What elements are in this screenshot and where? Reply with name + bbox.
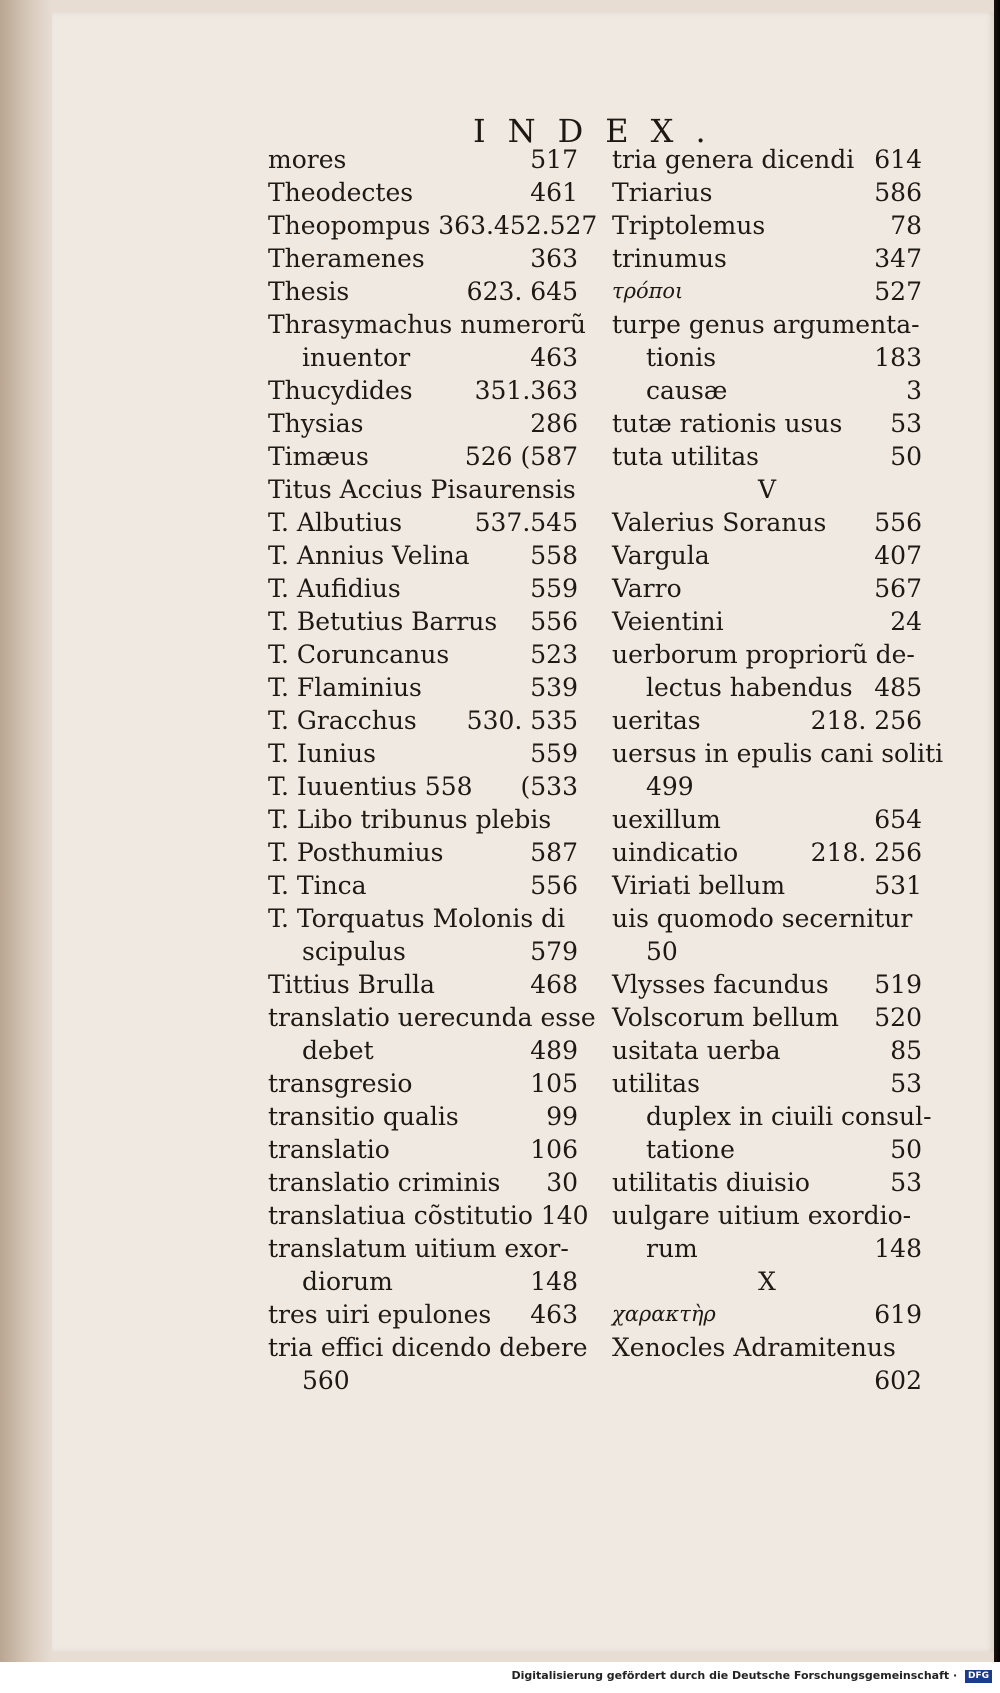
entry-term: 499 xyxy=(646,772,694,801)
entry-term: diorum xyxy=(302,1267,393,1296)
entry-pages: 559 xyxy=(530,739,578,768)
entry-term: T. Flaminius xyxy=(268,673,422,702)
entry-term: debet xyxy=(302,1036,374,1065)
index-entry xyxy=(268,1100,578,1133)
entry-pages: 614 xyxy=(874,145,922,174)
index-entry xyxy=(612,1100,932,1133)
index-entry xyxy=(612,572,922,605)
entry-term: τρόποι xyxy=(612,279,684,303)
index-entry xyxy=(268,869,578,902)
entry-pages: 105 xyxy=(530,1069,578,1098)
entry-term: uindicatio xyxy=(612,838,739,867)
index-entry xyxy=(268,209,598,242)
entry-term: T. Aufidius xyxy=(268,574,401,603)
entry-term: Viriati bellum xyxy=(612,871,786,900)
entry-pages: 526 (587 xyxy=(464,442,578,471)
entry-pages: 78 xyxy=(890,211,922,240)
entry-term: Timæus xyxy=(268,442,369,471)
entry-term: translatio xyxy=(268,1135,390,1164)
entry-pages: 602 xyxy=(874,1366,922,1395)
entry-pages: 3 xyxy=(906,376,922,405)
index-entry xyxy=(268,539,578,572)
entry-term: translatio criminis xyxy=(268,1168,501,1197)
index-entry xyxy=(268,308,586,341)
entry-pages: 148 xyxy=(530,1267,578,1296)
entry-pages: 530. 535 xyxy=(466,706,578,735)
index-entry xyxy=(612,1364,922,1397)
index-entry xyxy=(612,407,922,440)
entry-pages: 586 xyxy=(874,178,922,207)
index-entry xyxy=(268,1001,596,1034)
index-entry xyxy=(268,275,578,308)
index-entry xyxy=(268,803,578,836)
entry-pages: 218. 256 xyxy=(810,838,922,867)
entry-term: T. Coruncanus xyxy=(268,640,450,669)
index-entry xyxy=(268,1133,578,1166)
entry-term: tionis xyxy=(646,343,717,372)
index-entry xyxy=(268,968,578,1001)
index-entry xyxy=(612,902,922,935)
entry-pages: 50 xyxy=(890,442,922,471)
index-entry xyxy=(612,671,922,704)
entry-pages: 523 xyxy=(530,640,578,669)
index-entry xyxy=(268,473,578,506)
entry-term: inuentor xyxy=(302,343,411,372)
index-entry xyxy=(612,209,922,242)
index-entry xyxy=(268,176,578,209)
entry-pages: 485 xyxy=(874,673,922,702)
index-entry xyxy=(612,275,922,308)
index-entry xyxy=(612,1067,922,1100)
index-entry xyxy=(268,407,578,440)
entry-term: uis quomodo secernitur xyxy=(612,904,913,933)
index-entry xyxy=(612,737,944,770)
footer-credit xyxy=(511,1669,992,1683)
entry-pages: 347 xyxy=(874,244,922,273)
entry-pages: 559 xyxy=(530,574,578,603)
dfg-logo: DFG xyxy=(965,1670,992,1683)
entry-term: T. Torquatus Molonis di xyxy=(268,904,566,933)
entry-term: rum xyxy=(646,1234,698,1263)
index-entry xyxy=(268,143,578,176)
entry-term: transgresio xyxy=(268,1069,413,1098)
index-entry xyxy=(612,1034,922,1067)
index-column-right xyxy=(612,143,944,1397)
entry-term: T. Posthumius xyxy=(268,838,444,867)
index-entry xyxy=(612,1001,922,1034)
entry-term: tatione xyxy=(646,1135,735,1164)
entry-term: tres uiri epulones xyxy=(268,1300,492,1329)
index-entry xyxy=(612,1232,922,1265)
entry-term: tuta utilitas xyxy=(612,442,759,471)
index-entry xyxy=(612,506,922,539)
entry-term: translatum uitium exor- xyxy=(268,1234,569,1263)
index-entry xyxy=(612,968,922,1001)
entry-term: 560 xyxy=(302,1366,350,1395)
entry-term: tutæ rationis usus xyxy=(612,409,843,438)
index-entry xyxy=(612,638,922,671)
entry-term: transitio qualis xyxy=(268,1102,459,1131)
page-edge xyxy=(994,0,1000,1662)
index-entry xyxy=(268,671,578,704)
index-entry xyxy=(268,1265,578,1298)
index-entry xyxy=(268,704,578,737)
index-entry xyxy=(268,572,578,605)
entry-pages: 623. 645 xyxy=(466,277,578,306)
index-entry xyxy=(612,605,922,638)
index-entry xyxy=(612,803,922,836)
entry-pages: 286 xyxy=(530,409,578,438)
entry-term: Thesis xyxy=(268,277,350,306)
entry-term: Valerius Soranus xyxy=(612,508,827,537)
index-entry xyxy=(268,935,578,968)
entry-pages: 148 xyxy=(874,1234,922,1263)
index-entry xyxy=(268,737,578,770)
entry-term: Vargula xyxy=(612,541,710,570)
entry-term: translatiua cõstitutio 140 xyxy=(268,1201,589,1230)
entry-pages: 407 xyxy=(874,541,922,570)
entry-term: uulgare uitium exordio- xyxy=(612,1201,912,1230)
entry-term: mores xyxy=(268,145,347,174)
entry-pages: 99 xyxy=(546,1102,578,1131)
entry-pages: 654 xyxy=(874,805,922,834)
index-entry xyxy=(268,1232,578,1265)
entry-term: T. Albutius xyxy=(268,508,403,537)
binding-shadow xyxy=(0,0,52,1662)
entry-term: Thucydides xyxy=(268,376,413,405)
entry-pages: 218. 256 xyxy=(810,706,922,735)
entry-term: uerborum propriorũ de- xyxy=(612,640,915,669)
entry-term: ueritas xyxy=(612,706,701,735)
index-entry xyxy=(612,1199,922,1232)
index-entry xyxy=(612,242,922,275)
entry-term: duplex in ciuili consul- xyxy=(646,1102,932,1131)
entry-pages: 85 xyxy=(890,1036,922,1065)
index-entry xyxy=(612,1298,922,1331)
entry-pages: 468 xyxy=(530,970,578,999)
entry-term: tria genera dicendi xyxy=(612,145,855,174)
entry-term: utilitas xyxy=(612,1069,700,1098)
entry-pages: 463 xyxy=(530,343,578,372)
index-entry xyxy=(268,374,578,407)
entry-pages: 53 xyxy=(890,409,922,438)
entry-term: tria effici dicendo debere xyxy=(268,1333,588,1362)
index-entry xyxy=(268,1034,578,1067)
index-entry xyxy=(612,1166,922,1199)
index-entry xyxy=(612,770,922,803)
entry-term: Triptolemus xyxy=(612,211,766,240)
index-entry xyxy=(612,176,922,209)
section-letter xyxy=(612,473,922,506)
entry-term: Titus Accius Pisaurensis xyxy=(268,475,576,504)
index-entry xyxy=(268,1331,588,1364)
index-entry xyxy=(612,1331,922,1364)
index-entry xyxy=(268,506,578,539)
entry-term: turpe genus argumenta- xyxy=(612,310,920,339)
entry-pages: 567 xyxy=(874,574,922,603)
index-entry xyxy=(612,143,922,176)
index-entry xyxy=(612,440,922,473)
entry-pages: 527 xyxy=(874,277,922,306)
index-entry xyxy=(268,341,578,374)
index-entry xyxy=(612,869,922,902)
index-entry xyxy=(268,1199,589,1232)
entry-term: T. Libo tribunus plebis xyxy=(268,805,552,834)
entry-pages: 520 xyxy=(874,1003,922,1032)
entry-term: 50 xyxy=(646,937,678,966)
index-entry xyxy=(268,836,578,869)
entry-pages: 556 xyxy=(530,607,578,636)
entry-term: scipulus xyxy=(302,937,406,966)
index-entry xyxy=(268,440,578,473)
entry-term: T. Betutius Barrus xyxy=(268,607,498,636)
index-entry xyxy=(268,1166,578,1199)
entry-pages: 53 xyxy=(890,1069,922,1098)
entry-pages: 537.545 xyxy=(474,508,578,537)
entry-term: T. Tinca xyxy=(268,871,367,900)
entry-term: translatio uerecunda esse xyxy=(268,1003,596,1032)
entry-pages: 183 xyxy=(874,343,922,372)
running-head: INDEX. xyxy=(473,112,728,150)
entry-pages: 517 xyxy=(530,145,578,174)
entry-pages: 579 xyxy=(530,937,578,966)
index-entry xyxy=(268,638,578,671)
entry-term: Volscorum bellum xyxy=(612,1003,839,1032)
index-entry xyxy=(268,1364,578,1397)
entry-pages: 519 xyxy=(874,970,922,999)
index-entry xyxy=(612,374,922,407)
entry-term: T. Gracchus xyxy=(268,706,417,735)
entry-term: V xyxy=(757,475,777,504)
entry-term: Theramenes xyxy=(268,244,425,273)
entry-pages: 556 xyxy=(874,508,922,537)
entry-term: T. Annius Velina xyxy=(268,541,470,570)
entry-term: Vlysses facundus xyxy=(612,970,829,999)
index-entry xyxy=(612,1133,922,1166)
index-entry xyxy=(268,605,578,638)
index-entry xyxy=(612,935,922,968)
entry-term: uexillum xyxy=(612,805,721,834)
entry-term: Triarius xyxy=(612,178,713,207)
entry-pages: 30 xyxy=(546,1168,578,1197)
entry-term: trinumus xyxy=(612,244,727,273)
entry-term: Veientini xyxy=(612,607,724,636)
entry-pages: 463 xyxy=(530,1300,578,1329)
entry-term: Thysias xyxy=(268,409,364,438)
index-column-left xyxy=(268,143,598,1397)
entry-pages: 619 xyxy=(874,1300,922,1329)
entry-pages: 556 xyxy=(530,871,578,900)
entry-term: T. Iunius xyxy=(268,739,376,768)
entry-term: Thrasymachus numerorũ xyxy=(268,310,586,339)
entry-pages: 461 xyxy=(530,178,578,207)
index-entry xyxy=(268,242,578,275)
entry-pages: 363 xyxy=(530,244,578,273)
entry-term: lectus habendus xyxy=(646,673,853,702)
entry-pages: 53 xyxy=(890,1168,922,1197)
entry-pages: 106 xyxy=(530,1135,578,1164)
index-entry xyxy=(612,836,922,869)
entry-pages: (533 xyxy=(520,772,578,801)
entry-term: utilitatis diuisio xyxy=(612,1168,810,1197)
entry-term: χαρακτὴρ xyxy=(612,1302,716,1326)
entry-term: Theopompus 363.452.527 xyxy=(268,211,598,240)
index-entry xyxy=(268,902,578,935)
entry-term: Theodectes xyxy=(268,178,414,207)
entry-pages: 539 xyxy=(530,673,578,702)
index-entry xyxy=(268,770,578,803)
entry-pages: 50 xyxy=(890,1135,922,1164)
index-entry xyxy=(612,704,922,737)
section-letter xyxy=(612,1265,922,1298)
entry-pages: 587 xyxy=(530,838,578,867)
index-entry xyxy=(612,308,922,341)
index-entry xyxy=(612,539,922,572)
entry-term: Xenocles Adramitenus xyxy=(612,1333,896,1362)
entry-term: usitata uerba xyxy=(612,1036,781,1065)
footer-text: Digitalisierung gefördert durch die Deutsche Forschungsgemeinschaft · xyxy=(511,1669,958,1682)
entry-pages: 24 xyxy=(890,607,922,636)
entry-term: Varro xyxy=(612,574,682,603)
index-entry xyxy=(268,1067,578,1100)
entry-term: X xyxy=(758,1267,776,1296)
entry-pages: 489 xyxy=(530,1036,578,1065)
entry-pages: 531 xyxy=(874,871,922,900)
entry-term: uersus in epulis cani soliti xyxy=(612,739,944,768)
index-entry xyxy=(612,341,922,374)
entry-pages: 351.363 xyxy=(474,376,578,405)
entry-pages: 558 xyxy=(530,541,578,570)
entry-term: Tittius Brulla xyxy=(268,970,435,999)
entry-term: T. Iuuentius 558 xyxy=(268,772,473,801)
entry-term: causæ xyxy=(646,376,728,405)
index-entry xyxy=(268,1298,578,1331)
